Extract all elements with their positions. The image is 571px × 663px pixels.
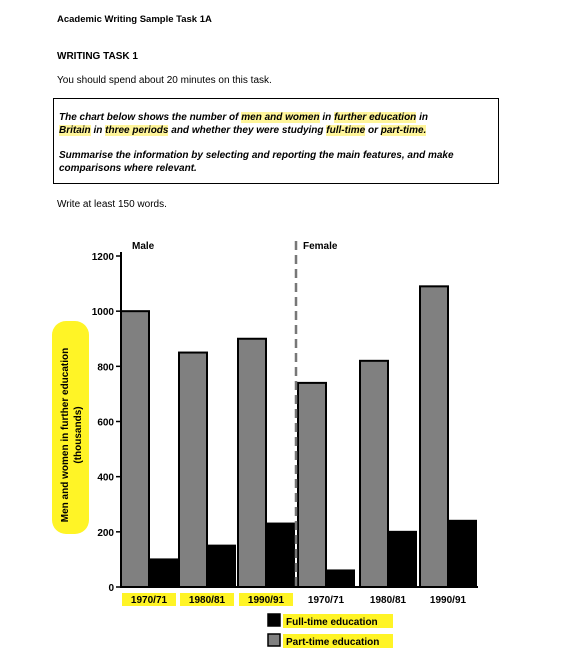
- category-label: 1980/81: [369, 595, 407, 606]
- category-label: 1990/91: [429, 595, 467, 606]
- task-prompt-box: [53, 98, 499, 184]
- prompt-line1-segment-highlighted: further education: [334, 112, 417, 123]
- prompt-line1-segment: The chart below shows the number of: [59, 112, 242, 123]
- legend-swatch: [268, 634, 280, 646]
- category-label: 1980/81: [188, 595, 226, 606]
- category-label: 1990/91: [247, 595, 285, 606]
- y-axis-title: Men and women in further education: [60, 347, 71, 523]
- y-axis-title-units: (thousands): [73, 406, 84, 464]
- bar-part-time: [420, 286, 448, 587]
- legend-label: Full-time education: [286, 617, 378, 628]
- y-tick-label: 600: [97, 417, 114, 429]
- y-tick-label: 800: [97, 362, 114, 374]
- prompt-summary: Summarise the information by selecting and reporting the main features, and make comparisons where relevant.: [59, 150, 454, 174]
- bar-part-time: [360, 361, 388, 587]
- bar-part-time: [238, 339, 266, 587]
- panel-label-female: Female: [303, 241, 338, 252]
- bar-full-time: [266, 524, 294, 587]
- bar-full-time: [448, 521, 476, 587]
- prompt-line2-segment-highlighted: Britain: [59, 124, 91, 136]
- bar-full-time: [326, 570, 354, 587]
- prompt-description: [59, 112, 492, 137]
- category-label: 1970/71: [130, 595, 168, 606]
- prompt-line-2: [59, 125, 426, 136]
- bar-part-time: [121, 311, 149, 587]
- bar-full-time: [388, 532, 416, 587]
- y-tick-label: 200: [97, 527, 114, 539]
- bar-full-time: [207, 546, 235, 587]
- prompt-line2-segment-highlighted: three periods: [105, 124, 169, 136]
- bar-part-time: [298, 383, 326, 587]
- y-tick-label: 0: [108, 583, 114, 594]
- bar-part-time: [179, 353, 207, 587]
- prompt-line-1: [59, 112, 428, 123]
- y-tick-label: 400: [97, 472, 114, 484]
- document-title: Academic Writing Sample Task 1A: [57, 14, 212, 25]
- legend-label: Part-time education: [286, 637, 380, 648]
- panel-label-male: Male: [132, 241, 155, 252]
- y-tick-label: 1000: [91, 307, 114, 319]
- prompt-line1-segment: in: [319, 112, 335, 123]
- prompt-line1-segment: in: [416, 112, 428, 123]
- legend-swatch: [268, 614, 280, 626]
- prompt-line2-segment: or: [365, 124, 381, 136]
- y-tick-label: 1200: [91, 252, 114, 263]
- bar-full-time: [149, 559, 177, 587]
- prompt-line2-segment: and whether they were studying: [168, 124, 327, 136]
- prompt-line2-segment: in: [90, 124, 106, 136]
- word-count-instruction: Write at least 150 words.: [57, 199, 167, 210]
- further-education-bar-chart: [0, 225, 571, 663]
- category-label: 1970/71: [307, 595, 345, 606]
- prompt-line2-segment-highlighted: full-time: [326, 124, 366, 136]
- prompt-line1-segment-highlighted: men and women: [241, 112, 320, 123]
- task-heading: WRITING TASK 1: [57, 51, 138, 62]
- prompt-line2-segment-highlighted: part-time.: [380, 124, 427, 136]
- time-instruction: You should spend about 20 minutes on this task.: [57, 75, 272, 86]
